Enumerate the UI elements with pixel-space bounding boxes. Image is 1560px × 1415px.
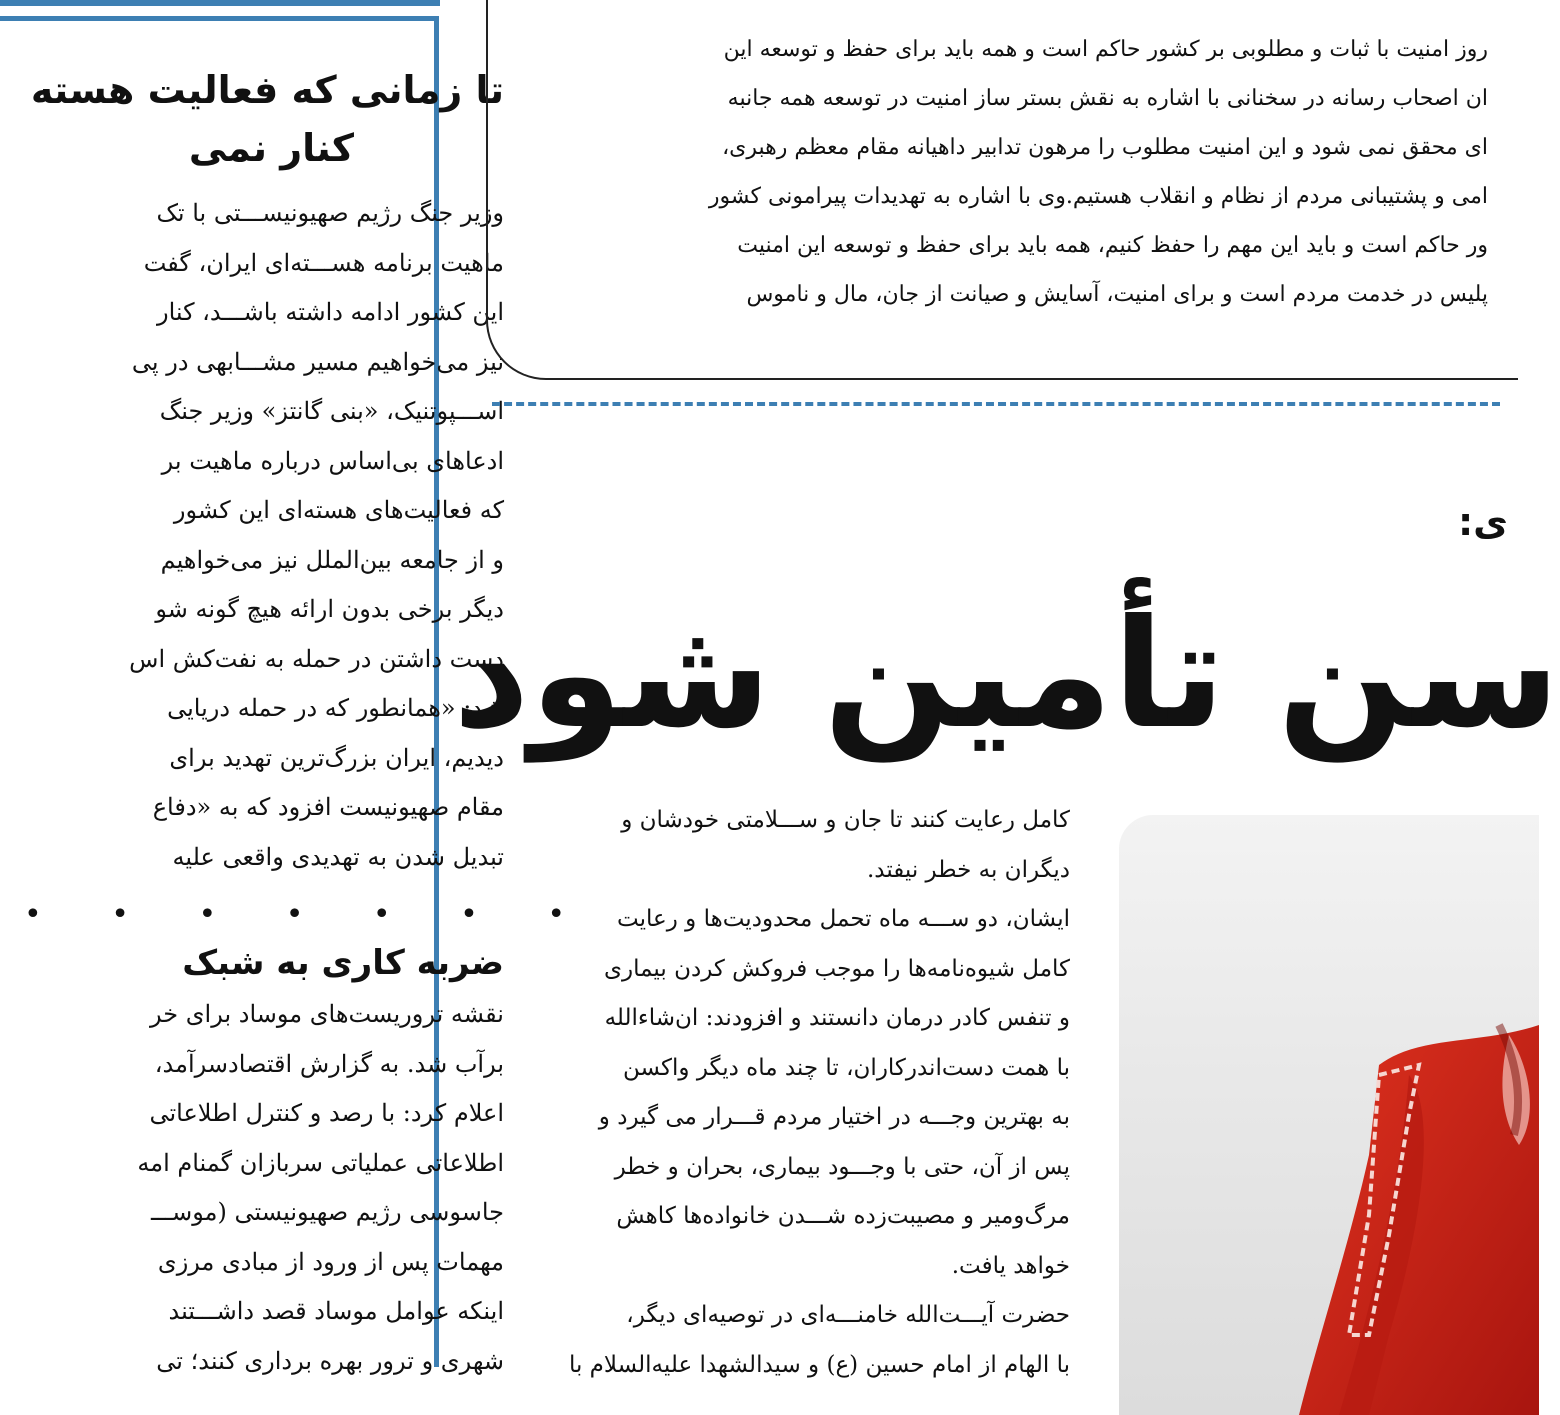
left-body-line: ادعاهای بی‌اساس درباره ماهیت بر bbox=[161, 446, 504, 475]
article-headline: سن تأمین شود bbox=[452, 588, 1560, 762]
left-body2-line: جاسوسی رژیم صهیونیستی (موســـ bbox=[151, 1198, 504, 1226]
left-news-column bbox=[0, 16, 596, 1375]
article-body-line: ایشان، دو ســـه ماه تحمل محدودیت‌ها و رعایت bbox=[617, 906, 1070, 932]
article-photo bbox=[1119, 815, 1539, 1415]
left-body-line: دیگر برخی بدون ارائه هیچ گونه شو bbox=[155, 595, 504, 623]
left-headline-line1: تا زمانی که فعالیت هسته bbox=[30, 68, 504, 112]
left-body-line: تبدیل شدن به تهدیدی واقعی علیه bbox=[172, 842, 504, 871]
left-body2-line: نقشه تروریست‌های موساد برای خر bbox=[150, 1000, 504, 1028]
article-body-line: خواهد یافت. bbox=[951, 1252, 1070, 1279]
iran-flag-image bbox=[1119, 815, 1539, 1415]
left-body-line: نیز می‌خواهیم مسیر مشـــابهی در پی bbox=[131, 347, 504, 376]
left-headline-line2: کنار نمی bbox=[188, 126, 354, 170]
left-body-2 bbox=[4, 990, 504, 1386]
section-separator-dots: • • • • • • • bbox=[24, 897, 596, 932]
article-body bbox=[492, 796, 1070, 1390]
article-body-line: و تنفس کادر درمان دانستند و افزودند: ان‌شاءالله bbox=[604, 1005, 1070, 1031]
left-body2-line: برآب شد. به گزارش اقتصادسرآمد، bbox=[154, 1049, 504, 1078]
article-body-line: حضرت آیـــت‌الله خامنـــه‌ای در توصیه‌ای دیگر، bbox=[626, 1302, 1070, 1328]
left-headline-2: ضربه کاری به شبک bbox=[182, 943, 504, 983]
left-body2-line: شهری و ترور بهره برداری کنند؛ تی bbox=[156, 1346, 504, 1375]
quote-line: ور حاکم است و باید این مهم را حفظ کنیم، همه باید برای حفظ و توسعه این امنیت bbox=[737, 233, 1488, 258]
left-body-line: که فعالیت‌های هسته‌ای این کشور bbox=[173, 496, 504, 524]
quote-box bbox=[486, 0, 1518, 380]
top-blue-rule bbox=[0, 0, 440, 6]
left-body-1 bbox=[4, 189, 504, 882]
left-body-line: این کشور ادامه داشته باشـــد، کنار bbox=[156, 298, 504, 326]
article-kicker: ی: bbox=[1457, 500, 1508, 544]
left-body2-line: اینکه عوامل موساد قصد داشـــتند bbox=[168, 1297, 504, 1325]
quote-line: پلیس در خدمت مردم است و برای امنیت، آسایش و صیانت از جان، مال و ناموس bbox=[746, 282, 1488, 307]
left-body-line: دیدیم، ایران بزرگ‌ترین تهدید برای bbox=[169, 743, 504, 772]
article-body-line: کامل رعایت کنند تا جان و ســـلامتی خودشان و bbox=[621, 807, 1070, 833]
left-body-line: اســـپوتنیک، «بنی گانتز» وزیر جنگ bbox=[159, 397, 504, 425]
left-body-line: ماهیت برنامه هســـته‌ای ایران، گفت bbox=[143, 248, 504, 277]
quote-line: امی و پشتیبانی مردم از نظام و انقلاب هستیم.وی با اشاره به تهدیدات پیرامونی کشور bbox=[708, 184, 1488, 209]
left-body-line: مقام صهیونیست افزود که به «دفاع bbox=[152, 793, 504, 821]
article-body-line: مرگ‌ومیر و مصیبت‌زده شـــدن خانواده‌ها کاهش bbox=[616, 1203, 1070, 1229]
dashed-divider bbox=[492, 402, 1500, 406]
left-body2-line: اعلام کرد: با رصد و کنترل اطلاعاتی bbox=[149, 1099, 504, 1127]
left-body-line: دست داشتن در حمله به نفت‌کش اس bbox=[129, 644, 504, 673]
quote-line: روز امنیت با ثبات و مطلوبی بر کشور حاکم است و همه باید برای حفظ و توسعه این bbox=[723, 37, 1488, 62]
quote-line: ان اصحاب رسانه در سخنانی با اشاره به نقش بستر ساز امنیت در توسعه همه جانبه bbox=[727, 86, 1488, 111]
article-body-line: کامل شیوه‌نامه‌ها را موجب فروکش کردن بیماری bbox=[604, 955, 1070, 982]
article-body-line: به بهترین وجـــه در اختیار مردم قـــرار می گیرد و bbox=[598, 1104, 1070, 1130]
left-body-line: و از جامعه بین‌الملل نیز می‌خواهیم bbox=[160, 545, 504, 574]
left-body2-line: اطلاعاتی عملیاتی سربازان گمنام امه bbox=[137, 1148, 504, 1177]
left-headline-1 bbox=[4, 61, 504, 177]
quote-line: ای محقق نمی شود و این امنیت مطلوب را مرهون تدابیر داهیانه مقام معظم رهبری، bbox=[722, 135, 1488, 160]
quote-box-text bbox=[488, 25, 1488, 319]
left-body2-line: مهمات پس از ورود از مبادی مرزی bbox=[157, 1247, 504, 1276]
article-body-line: با الهام از امام حسین (ع) و سیدالشهدا علیه‌السلام با bbox=[568, 1351, 1070, 1378]
article-body-line: دیگران به خطر نیفتد. bbox=[866, 856, 1070, 883]
article-body-line: با همت دست‌اندرکاران، تا چند ماه دیگر واکسن bbox=[623, 1054, 1070, 1081]
left-body-line: شد: «همانطور که در حمله دریایی bbox=[167, 694, 504, 722]
left-body-line: وزیر جنگ رژیم صهیونیســـتی با تک bbox=[156, 199, 504, 227]
article-body-line: پس از آن، حتی با وجـــود بیماری، بحران و خطر bbox=[614, 1153, 1070, 1180]
